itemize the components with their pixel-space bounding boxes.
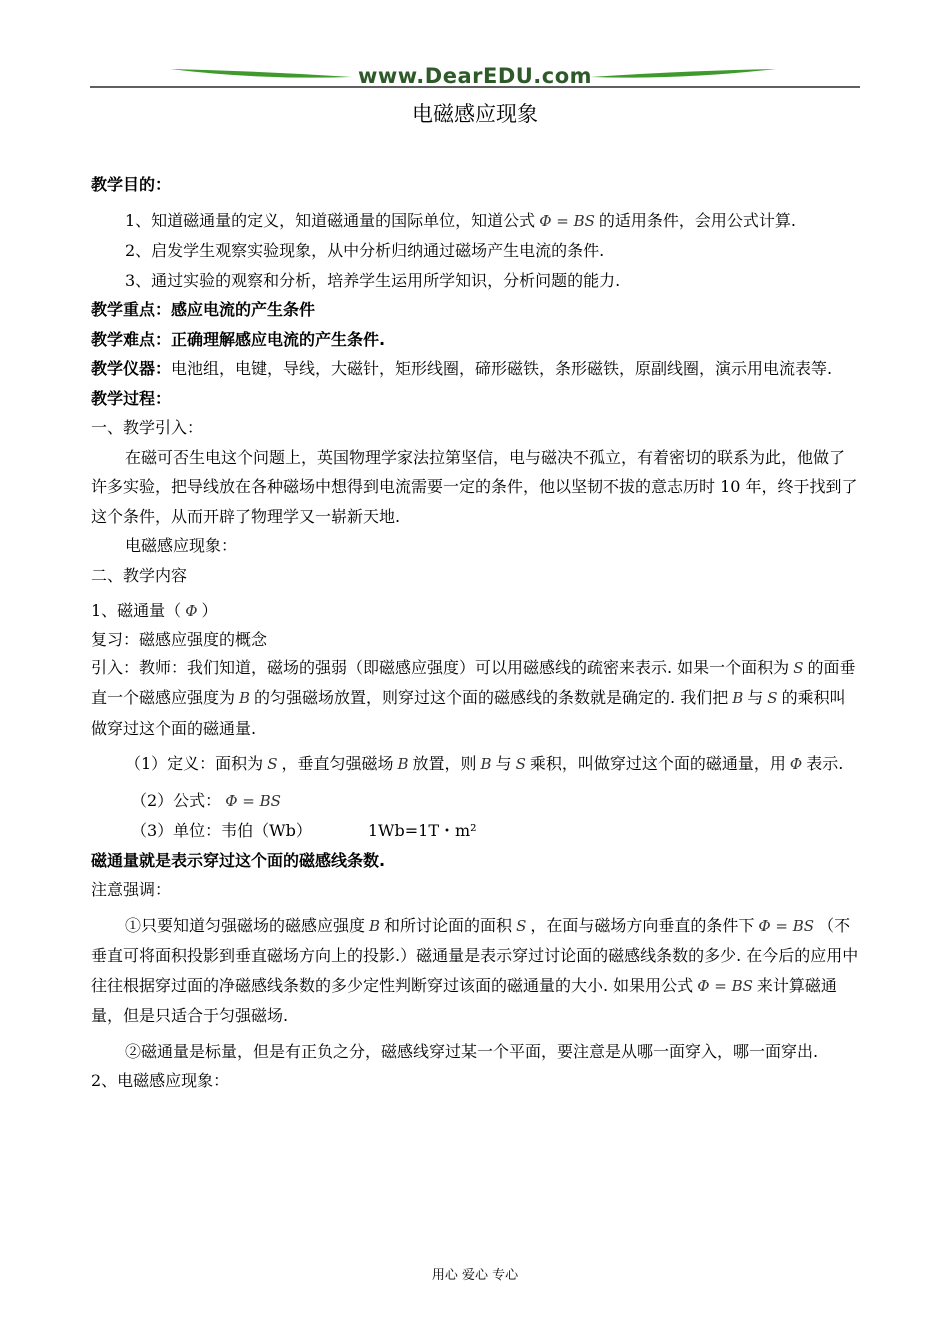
content-heading: 二、教学内容: [91, 565, 188, 585]
objective-item-2: 2、启发学生观察实验现象，从中分析归纳通过磁场产生电流的条件.: [125, 241, 605, 260]
note-2: ②磁通量是标量，但是有正负之分，磁感线穿过某一个平面，要注意是从哪一面穿入，哪一面穿出.: [125, 1041, 819, 1061]
intro-topic: 电磁感应现象：: [125, 536, 238, 555]
flux-bold-statement: 磁通量就是表示穿过这个面的磁感线条数.: [91, 850, 386, 870]
flux-formula: （2）公式： Φ = BS: [131, 790, 281, 810]
flux-definition: （1）定义：面积为 S ，垂直匀强磁场 B 放置，则 B 与 S 乘积，叫做穿过这个面的磁通量，用 Φ 表示.: [125, 754, 844, 773]
flux-unit: （3）单位：韦伯（Wb） 1Wb=1T・m²: [131, 821, 477, 840]
objectives-heading: 教学目的：: [91, 175, 172, 194]
note-1: ①只要知道匀强磁场的磁感应强度 B 和所讨论面的面积 S ，在面与磁场方向垂直的条件下 Φ = BS （不垂直可将面积投影到垂直磁场方向上的投影.）磁通量是表示穿过讨论面的磁感线条数的多少. 在今后的应用中往往根据穿过面的净磁感线条数的多少定性判断穿过该面的磁通量的大小. 如果用公式 Φ = BS 来计算磁通量，但是只适合于匀强磁场.: [91, 915, 859, 1025]
flux-introduction: 引入：教师：我们知道，磁场的强弱（即磁感应强度）可以用磁感线的疏密来表示. 如果一个面积为 S 的面垂直一个磁感应强度为 B 的匀强磁场放置，则穿过这个面的磁感线的条数就是确定的. 我们把 B 与 S 的乘积叫做穿过这个面的磁通量.: [91, 657, 856, 738]
key-point: 教学重点：感应电流的产生条件: [91, 300, 316, 319]
flux-heading: 1、磁通量（ Φ ）: [91, 601, 218, 620]
page-footer: 用心 爱心 专心: [431, 1268, 519, 1283]
equipment: 教学仪器：电池组，电键，导线，大磁针，矩形线圈，碲形磁铁，条形磁铁，原副线圈，演示用电流表等.: [91, 359, 833, 378]
site-logo-text: www.DearEDU.com: [357, 64, 593, 88]
section-2-heading: 2、电磁感应现象：: [91, 1071, 230, 1090]
document-title: 电磁感应现象: [412, 102, 538, 126]
intro-paragraph: 在磁可否生电这个问题上，英国物理学家法拉第坚信，电与磁决不孤立，有着密切的联系为此，他做了许多实验，把导线放在各种磁场中想得到电流需要一定的条件，他以坚韧不拔的意志历时 10 年，终于找到了这个条件，从而开辟了物理学又一崭新天地.: [91, 447, 858, 526]
intro-heading: 一、教学引入：: [91, 418, 204, 437]
objective-item-1: 1、知道磁通量的定义，知道磁通量的国际单位，知道公式 Φ = BS 的适用条件，会用公式计算.: [125, 210, 796, 230]
flux-review: 复习：磁感应强度的概念: [91, 629, 268, 649]
process-heading: 教学过程：: [91, 388, 172, 408]
page-header: [90, 58, 860, 94]
difficulty: 教学难点：正确理解感应电流的产生条件.: [91, 329, 386, 349]
objective-item-3: 3、通过实验的观察和分析，培养学生运用所学知识，分析问题的能力.: [125, 270, 621, 290]
document-body: [91, 170, 859, 1096]
note-heading: 注意强调：: [91, 880, 172, 899]
